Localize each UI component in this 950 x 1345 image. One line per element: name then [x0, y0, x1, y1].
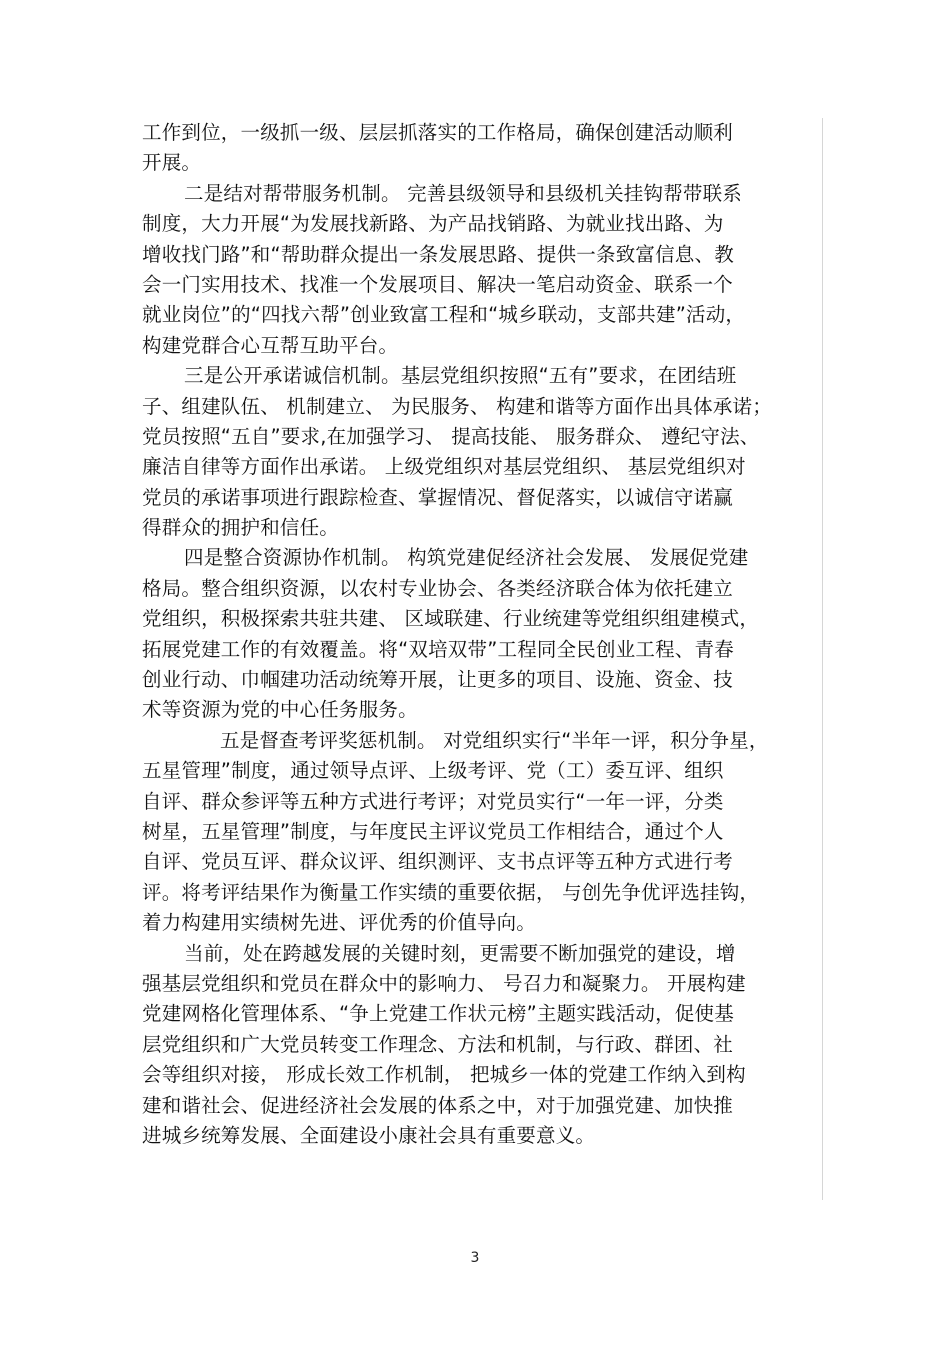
text-line: 五星管理”制度，通过领导点评、上级考评、党（工）委互评、组织 — [142, 759, 724, 783]
text-line: 格局。整合组织资源，以农村专业协会、各类经济联合体为依托建立 — [142, 576, 734, 600]
text-line: 术等资源为党的中心任务服务。 — [142, 698, 418, 722]
paragraph-start-line: 五是督查考评奖惩机制。 对党组织实行“半年一评，积分争星， — [220, 728, 769, 752]
text-line: 党员的承诺事项进行跟踪检查、掌握情况、督促落实，以诚信守诺赢 — [142, 485, 734, 509]
paragraph-start-line: 当前，处在跨越发展的关键时刻，更需要不断加强党的建设，增 — [184, 941, 736, 965]
text-line: 就业岗位”的“四找六帮”创业致富工程和“城乡联动，支部共建”活动， — [142, 303, 746, 327]
text-line: 进城乡统筹发展、全面建设小康社会具有重要意义。 — [142, 1123, 596, 1147]
text-line: 着力构建用实绩树先进、评优秀的价值导向。 — [142, 911, 537, 935]
text-line: 会一门实用技术、找准一个发展项目、解决一笔启动资金、联系一个 — [142, 272, 734, 296]
page-number: 3 — [470, 1250, 480, 1266]
text-line: 构建党群合心互帮互助平台。 — [142, 333, 399, 357]
paragraph-start-line: 四是整合资源协作机制。 构筑党建促经济社会发展、 发展促党建 — [184, 546, 749, 570]
text-line: 评。将考评结果作为衡量工作实绩的重要依据， 与创先争优评选挂钩， — [142, 880, 760, 904]
text-line: 廉洁自律等方面作出承诺。 上级党组织对基层党组织、 基层党组织对 — [142, 455, 746, 479]
text-line: 子、组建队伍、 机制建立、 为民服务、 构建和谐等方面作出具体承诺； — [142, 394, 772, 418]
text-line: 自评、党员互评、群众议评、组织测评、支书点评等五种方式进行考 — [142, 850, 734, 874]
text-line: 创业行动、巾帼建功活动统筹开展，让更多的项目、设施、资金、技 — [142, 668, 734, 692]
paragraph-start-line: 三是公开承诺诚信机制。基层党组织按照“五有”要求，在团结班 — [184, 364, 737, 388]
paragraph-start-line: 二是结对帮带服务机制。 完善县级领导和县级机关挂钩帮带联系 — [184, 181, 742, 205]
text-line: 党组织，积极探索共驻共建、 区域联建、行业统建等党组织组建模式， — [142, 607, 760, 631]
text-line: 开展。 — [142, 151, 202, 175]
text-line: 制度，大力开展“为发展找新路、为产品找销路、为就业找出路、为 — [142, 212, 724, 236]
text-line: 拓展党建工作的有效覆盖。将“双培双带”工程同全民创业工程、青春 — [142, 637, 734, 661]
text-line: 会等组织对接， 形成长效工作机制， 把城乡一体的党建工作纳入到构 — [142, 1063, 746, 1087]
text-line: 增收找门路”和“帮助群众提出一条发展思路、提供一条致富信息、教 — [142, 242, 734, 266]
text-line: 工作到位，一级抓一级、层层抓落实的工作格局，确保创建活动顺利 — [142, 121, 734, 144]
text-line: 党建网格化管理体系、“争上党建工作状元榜”主题实践活动，促使基 — [142, 1002, 734, 1026]
text-line: 层党组织和广大党员转变工作理念、方法和机制，与行政、群团、社 — [142, 1032, 734, 1056]
text-line: 得群众的拥护和信任。 — [142, 516, 340, 540]
document-body — [142, 118, 823, 1200]
text-line: 建和谐社会、促进经济社会发展的体系之中，对于加强党建、加快推 — [142, 1093, 734, 1117]
text-line: 自评、群众参评等五种方式进行考评；对党员实行“一年一评，分类 — [142, 789, 724, 813]
text-line: 强基层党组织和党员在群众中的影响力、 号召力和凝聚力。 开展构建 — [142, 971, 746, 995]
text-line: 树星，五星管理”制度，与年度民主评议党员工作相结合，通过个人 — [142, 819, 724, 843]
text-line: 党员按照“五自”要求,在加强学习、 提高技能、 服务群众、 遵纪守法、 — [142, 424, 760, 448]
